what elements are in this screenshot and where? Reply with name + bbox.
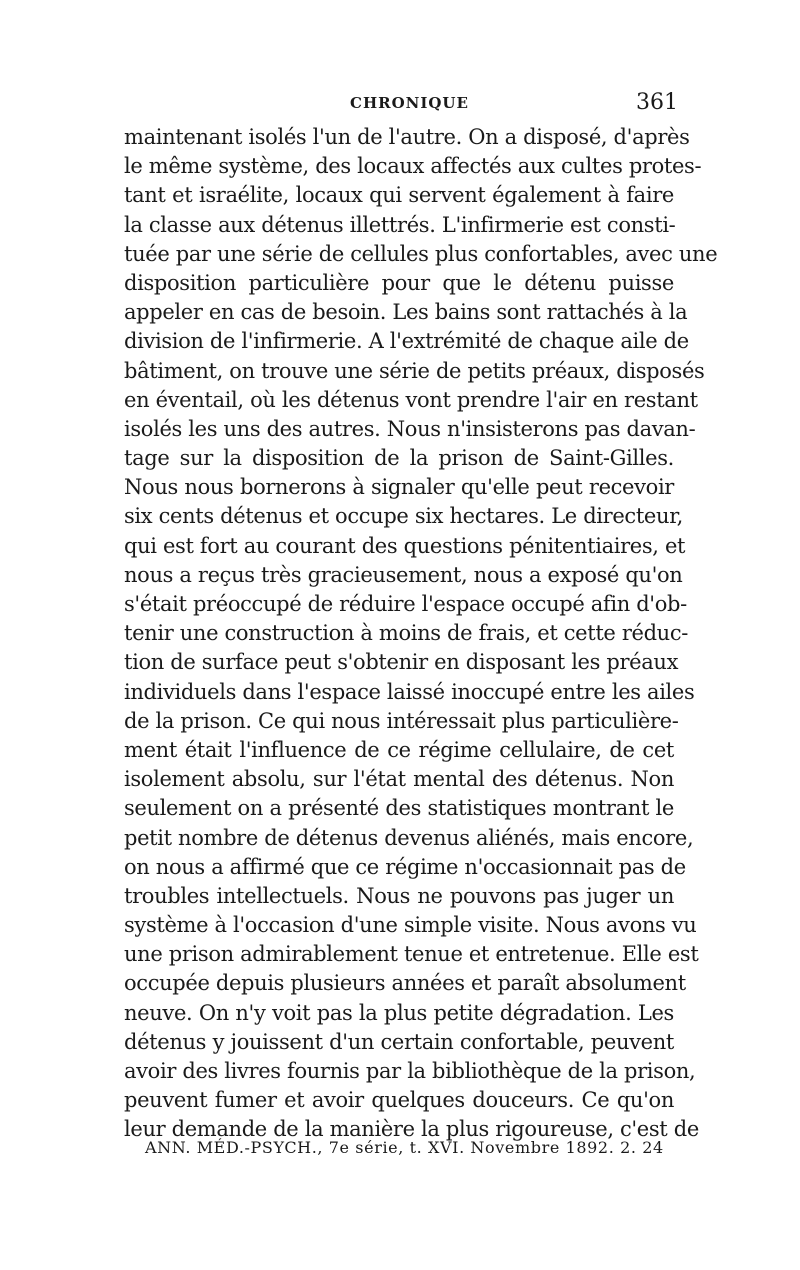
text-line: troubles intellectuels. Nous ne pouvons pas juger un bbox=[124, 883, 674, 908]
text-line: division de l'infirmerie. A l'extrémité de chaque aile de bbox=[124, 329, 689, 354]
body-text bbox=[124, 123, 718, 1145]
text-line: s'était préoccupé de réduire l'espace occupé afin d'ob- bbox=[124, 592, 687, 616]
text-line: avoir des livres fournis par la bibliothèque de la prison, bbox=[124, 1059, 696, 1083]
running-title: CHRONIQUE bbox=[350, 94, 469, 112]
text-line: neuve. On n'y voit pas la plus petite dégradation. Les bbox=[124, 1000, 674, 1025]
text-line: ment était l'influence de ce régime cellulaire, de cet bbox=[124, 737, 674, 762]
signature-footer: ANN. MÉD.-PSYCH., 7e série, t. XVI. Novembre 1892. 2. 24 bbox=[145, 1138, 664, 1157]
text-line: occupée depuis plusieurs années et paraît absolument bbox=[124, 971, 686, 996]
text-line: individuels dans l'espace laissé inoccupé entre les ailes bbox=[124, 679, 695, 704]
text-line: tant et israélite, locaux qui servent également à faire bbox=[124, 183, 674, 208]
running-head bbox=[120, 90, 680, 120]
page-number: 361 bbox=[636, 90, 678, 115]
text-line: une prison admirablement tenue et entretenue. Elle est bbox=[124, 942, 699, 967]
text-line: système à l'occasion d'une simple visite. Nous avons vu bbox=[124, 913, 697, 938]
text-line: isolés les uns des autres. Nous n'insisterons pas davan- bbox=[124, 416, 696, 441]
text-line: en éventail, où les détenus vont prendre l'air en restant bbox=[124, 387, 698, 412]
text-line: on nous a affirmé que ce régime n'occasionnait pas de bbox=[124, 854, 686, 879]
text-line: Nous nous bornerons à signaler qu'elle peut recevoir bbox=[124, 475, 674, 500]
text-line: tion de surface peut s'obtenir en disposant les préaux bbox=[124, 650, 679, 675]
text-line: appeler en cas de besoin. Les bains sont rattachés à la bbox=[124, 300, 688, 325]
text-line: la classe aux détenus illettrés. L'infirmerie est consti- bbox=[124, 212, 676, 237]
text-line: détenus y jouissent d'un certain confortable, peuvent bbox=[124, 1029, 674, 1054]
text-line: de la prison. Ce qui nous intéressait plus particulière- bbox=[124, 708, 679, 733]
text-line: seulement on a présenté des statistiques montrant le bbox=[124, 796, 674, 821]
text-line: bâtiment, on trouve une série de petits préaux, disposés bbox=[124, 358, 705, 383]
text-line: tage sur la disposition de la prison de Saint-Gilles. bbox=[124, 446, 674, 471]
text-line: le même système, des locaux affectés aux cultes protes- bbox=[124, 154, 702, 179]
text-line: leur demande de la manière la plus rigoureuse, c'est de bbox=[124, 1117, 699, 1142]
text-line: tuée par une série de cellules plus confortables, avec une bbox=[124, 241, 718, 266]
text-line: maintenant isolés l'un de l'autre. On a disposé, d'après bbox=[124, 125, 690, 149]
text-line: disposition particulière pour que le détenu puisse bbox=[124, 270, 674, 295]
text-line: tenir une construction à moins de frais, et cette réduc- bbox=[124, 621, 689, 646]
text-line: petit nombre de détenus devenus aliénés, mais encore, bbox=[124, 825, 694, 850]
text-line: nous a reçus très gracieusement, nous a exposé qu'on bbox=[124, 562, 683, 587]
text-line: six cents détenus et occupe six hectares. Le directeur, bbox=[124, 504, 683, 529]
text-line: peuvent fumer et avoir quelques douceurs. Ce qu'on bbox=[124, 1088, 674, 1113]
text-line: qui est fort au courant des questions pénitentiaires, et bbox=[124, 533, 686, 558]
text-line: isolement absolu, sur l'état mental des détenus. Non bbox=[124, 767, 674, 792]
